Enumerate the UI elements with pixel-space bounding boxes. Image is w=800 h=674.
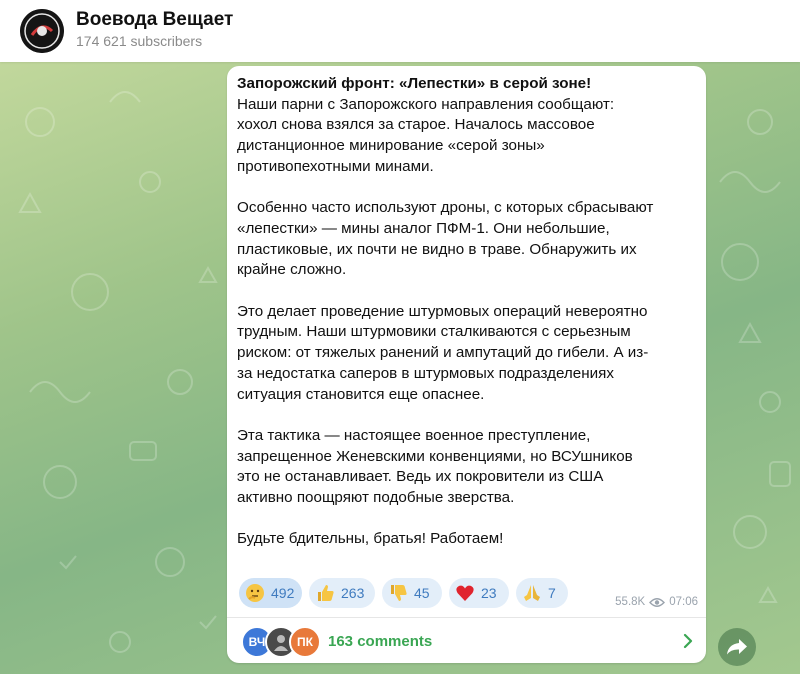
message-bubble[interactable]	[227, 66, 706, 663]
commenter-avatar: ПК	[289, 626, 321, 658]
reaction-thumbs-up[interactable]	[309, 578, 375, 608]
channel-name[interactable]: Воевода Вещает	[76, 9, 234, 30]
message-meta	[615, 596, 698, 608]
reaction-count: 45	[414, 585, 430, 601]
message-body: Наши парни с Запорожского направления сообщают: хохол снова взялся за старое. Началось массовое дистанционное минирование «серой зоны» противопехотными минами. Особенно часто используют дроны, с которых сбрасывают «лепестки» — мины аналог ПФМ-1. Они небольшие, пластиковые, их почти не видно в траве. Обнаружить их крайне сложно. Это делает проведение штурмовых операций невероятно трудным. Наши штурмовики сталкиваются с серьезным риском: от тяжелых ранений и ампутаций до гибели. А из- за недостатка саперов в штурмовых подразделениях ситуация становится еще опаснее. Эта тактика — настоящее военное преступление, запрещенное Женевскими конвенциями, но ВСУшников это не останавливает. Ведь их покровители из США активно поощряют подобные зверства. Будьте бдительны, братья! Работаем!	[237, 95, 654, 548]
thinking-face-icon	[245, 583, 265, 603]
reaction-count: 23	[481, 585, 497, 601]
comments-count-link[interactable]: 163 comments	[328, 633, 433, 650]
person-silhouette-icon	[271, 632, 291, 652]
channel-header[interactable]	[0, 0, 800, 62]
view-count: 55.8K	[615, 596, 646, 608]
folded-hands-icon	[522, 583, 542, 603]
comments-row[interactable]	[227, 618, 706, 663]
subscriber-count: 174 621 subscribers	[76, 33, 203, 49]
share-button[interactable]	[718, 628, 756, 666]
reaction-thinking[interactable]	[239, 578, 302, 608]
message-time: 07:06	[669, 596, 698, 608]
thumbs-up-icon	[315, 583, 335, 603]
red-heart-icon	[455, 583, 475, 603]
message-title: Запорожский фронт: «Лепестки» в серой зоне!	[237, 75, 592, 92]
channel-logo-icon	[20, 9, 64, 53]
reaction-folded-hands[interactable]	[516, 578, 568, 608]
reaction-heart[interactable]	[449, 578, 509, 608]
chevron-right-icon[interactable]	[680, 632, 696, 650]
reaction-thumbs-down[interactable]	[382, 578, 442, 608]
channel-avatar[interactable]	[20, 9, 64, 53]
reaction-count: 492	[271, 585, 295, 601]
message-text	[237, 74, 699, 550]
share-arrow-icon	[726, 637, 748, 657]
eye-icon	[649, 597, 665, 608]
reaction-count: 263	[341, 585, 365, 601]
commenter-avatar: ВЧ	[241, 626, 273, 658]
reaction-count: 7	[548, 585, 556, 601]
thumbs-down-icon	[388, 583, 408, 603]
